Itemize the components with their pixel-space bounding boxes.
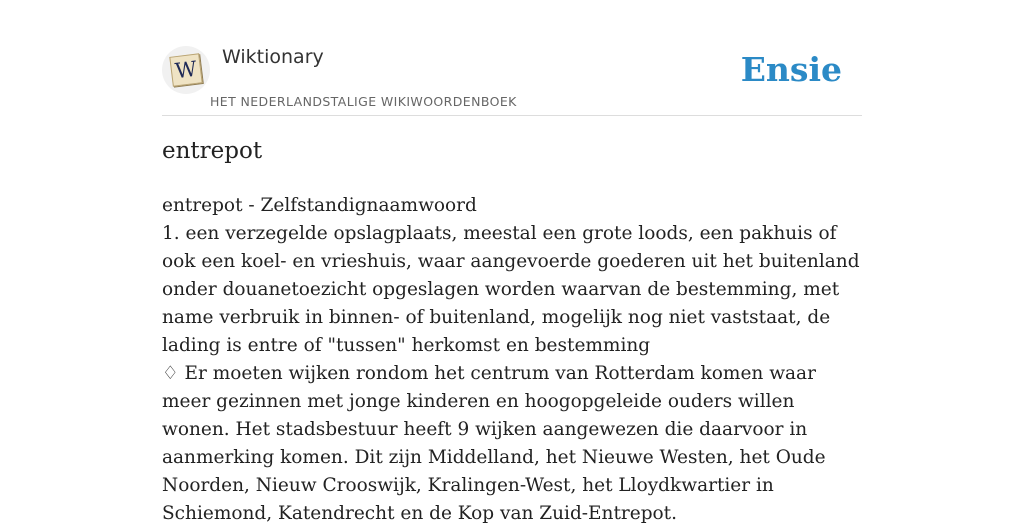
logo-letter: W: [173, 56, 199, 84]
entry-example: ♢ Er moeten wijken rondom het centrum van Rotterdam komen waar meer gezinnen met jonge kinderen en hoogopgeleide ouders willen wonen. Het stadsbestuur heeft 9 wijken aangewezen die daarvoor in aanmerking komen. Dit zijn Middelland, het Nieuwe Westen, het Oude Noorden, Nieuw Crooswijk, Kralingen-West, het Lloydkwartier in Schiemond, Katendrecht en de Kop van Zuid-Entrepot.: [162, 363, 826, 524]
entry-heading-line: entrepot - Zelfstandignaamwoord: [162, 195, 477, 216]
entry-definition: 1. een verzegelde opslagplaats, meestal een grote loods, een pakhuis of ook een koel- en vrieshuis, waar aangevoerde goederen uit het buitenland onder douanetoezicht opgeslagen worden waarvan de bestemming, met name verbruik in binnen- of buitenland, mogelijk nog niet vaststaat, de lading is entre of "tussen" herkomst en bestemming: [162, 223, 860, 356]
site-tagline: HET NEDERLANDSTALIGE WIKIWOORDENBOEK: [210, 94, 517, 109]
ensie-brand-link[interactable]: Ensie: [740, 50, 842, 89]
site-name[interactable]: Wiktionary: [222, 46, 324, 68]
page-title: entrepot: [162, 138, 263, 164]
logo-tile: [169, 53, 202, 86]
site-header: [162, 0, 862, 116]
wiktionary-logo-icon[interactable]: [162, 46, 210, 94]
entry-content: [162, 192, 862, 528]
